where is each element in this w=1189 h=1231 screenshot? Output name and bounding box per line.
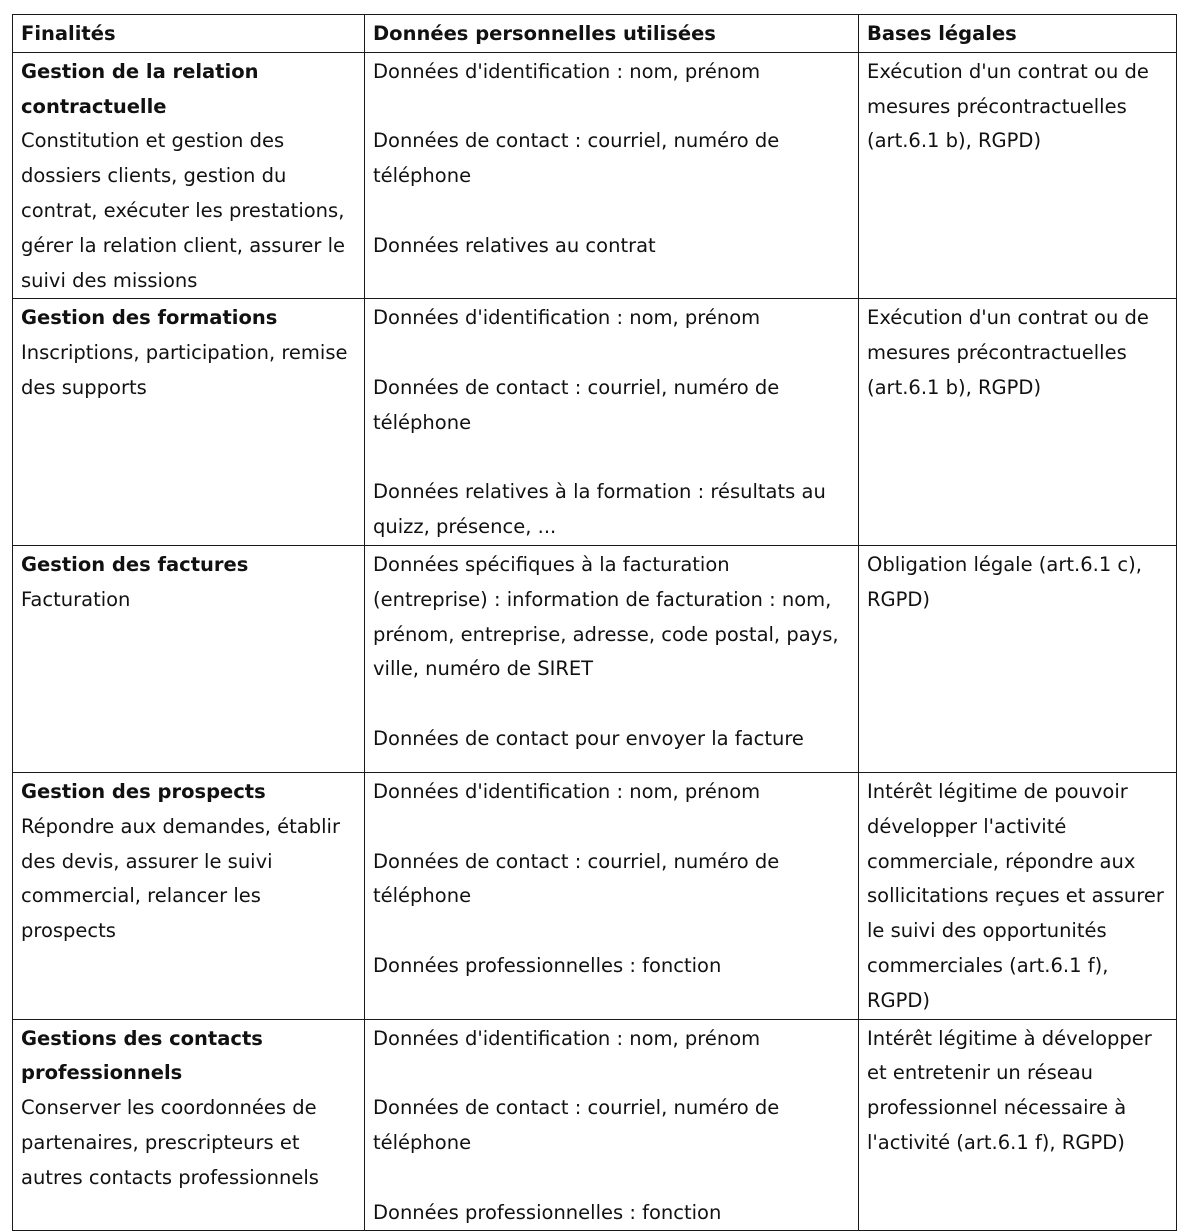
- table-row: [13, 52, 1177, 299]
- header-personal-data: Données personnelles utilisées: [365, 15, 859, 53]
- purpose-cell: [13, 772, 365, 1019]
- data-item: Données professionnelles : fonction: [373, 953, 722, 977]
- table-row: [13, 772, 1177, 1019]
- data-spacer: [373, 810, 850, 845]
- purpose-description: Facturation: [21, 587, 131, 611]
- purpose-description: Répondre aux demandes, établir des devis, assurer le suivi commercial, relancer les prospects: [21, 814, 340, 943]
- data-item: Données de contact : courriel, numéro de téléphone: [373, 1096, 780, 1154]
- data-spacer: [373, 90, 850, 125]
- personal-data-cell: [365, 299, 859, 546]
- data-spacer: [373, 441, 850, 476]
- data-item: Données de contact : courriel, numéro de téléphone: [373, 849, 780, 908]
- purpose-cell: [13, 299, 365, 546]
- table-header-row: [13, 15, 1177, 53]
- legal-basis-cell: Intérêt légitime à développer et entretenir un réseau professionnel nécessaire à l'activité (art.6.1 f), RGPD): [859, 1019, 1177, 1231]
- data-spacer: [373, 1056, 850, 1091]
- purpose-cell: [13, 1019, 365, 1231]
- table-row: [13, 299, 1177, 546]
- data-item: Données relatives au contrat: [373, 233, 656, 257]
- legal-basis-cell: Obligation légale (art.6.1 c), RGPD): [859, 545, 1177, 772]
- data-spacer: [373, 194, 850, 229]
- purpose-title: Gestion des factures: [21, 552, 249, 576]
- legal-basis-cell: Intérêt légitime de pouvoir développer l'activité commerciale, répondre aux sollicitations reçues et assurer le suivi des opportunités commerciales (art.6.1 f), RGPD): [859, 772, 1177, 1019]
- data-item: Données de contact pour envoyer la facture: [373, 726, 804, 750]
- purpose-title: Gestion des formations: [21, 306, 278, 330]
- data-item: Données de contact : courriel, numéro de téléphone: [373, 129, 780, 188]
- personal-data-cell: [365, 52, 859, 299]
- data-item: Données d'identification : nom, prénom: [373, 779, 761, 803]
- purpose-cell: [13, 52, 365, 299]
- data-item: Données d'identification : nom, prénom: [373, 1026, 761, 1050]
- data-item: Données de contact : courriel, numéro de téléphone: [373, 375, 780, 434]
- table-row: [13, 1019, 1177, 1231]
- personal-data-cell: [365, 1019, 859, 1231]
- data-spacer: [373, 336, 850, 371]
- data-item: Données d'identification : nom, prénom: [373, 59, 761, 83]
- header-purposes: Finalités: [13, 15, 365, 53]
- data-spacer: [373, 914, 850, 949]
- data-item: Données relatives à la formation : résultats au quizz, présence, ...: [373, 480, 826, 539]
- purpose-description: Inscriptions, participation, remise des supports: [21, 341, 348, 399]
- purpose-title: Gestions des contacts professionnels: [21, 1026, 263, 1085]
- purpose-title: Gestion des prospects: [21, 779, 266, 803]
- purpose-description: Conserver les coordonnées de partenaires, prescripteurs et autres contacts professionnels: [21, 1096, 319, 1189]
- header-legal-basis: Bases légales: [859, 15, 1177, 53]
- data-item: Données spécifiques à la facturation (entreprise) : information de facturation : nom, prénom, entreprise, adresse, code postal, pays, ville, numéro de SIRET: [373, 552, 839, 681]
- purpose-cell: [13, 545, 365, 772]
- gdpr-processing-table: [12, 14, 1177, 1231]
- data-spacer: [373, 1161, 850, 1196]
- gdpr-processing-table-container: [12, 14, 1177, 1231]
- data-spacer: [373, 687, 850, 722]
- personal-data-cell: [365, 545, 859, 772]
- table-row: [13, 545, 1177, 772]
- purpose-title: Gestion de la relation contractuelle: [21, 59, 259, 118]
- data-item: Données d'identification : nom, prénom: [373, 306, 761, 330]
- data-item: Données professionnelles : fonction: [373, 1200, 722, 1224]
- legal-basis-cell: Exécution d'un contrat ou de mesures précontractuelles (art.6.1 b), RGPD): [859, 52, 1177, 299]
- legal-basis-cell: Exécution d'un contrat ou de mesures précontractuelles (art.6.1 b), RGPD): [859, 299, 1177, 546]
- purpose-description: Constitution et gestion des dossiers clients, gestion du contrat, exécuter les prestations, gérer la relation client, assurer le suivi des missions: [21, 129, 346, 292]
- personal-data-cell: [365, 772, 859, 1019]
